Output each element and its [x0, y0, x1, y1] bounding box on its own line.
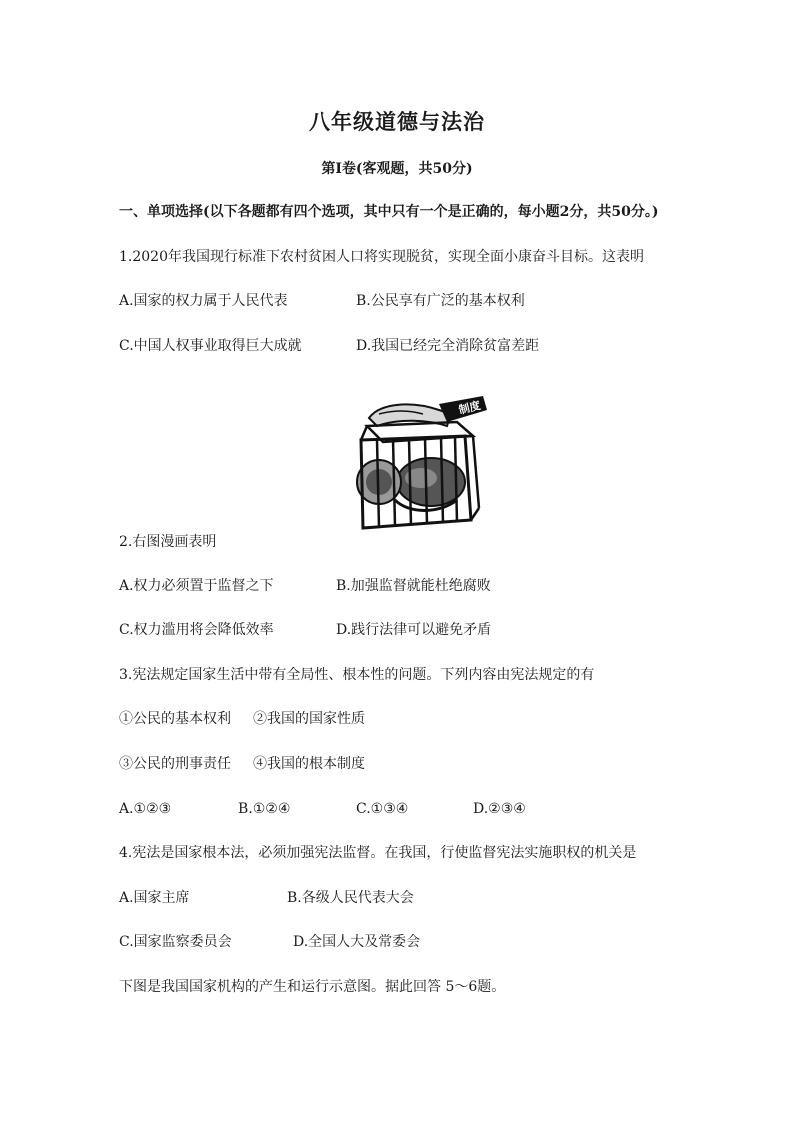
question-2-option-c: C.权力滥用将会降低效率: [119, 622, 274, 638]
section-heading: 一、单项选择(以下各题都有四个选项，其中只有一个是正确的，每小题2分，共50分。): [119, 204, 659, 220]
question-3-option-d: D.②③④: [473, 801, 526, 817]
question-3-option-a: A.①②③: [119, 801, 172, 817]
question-3-item-3: ③公民的刑事责任: [119, 756, 231, 772]
question-3-stem: 3.宪法规定国家生活中带有全局性、根本性的问题。下列内容由宪法规定的有: [119, 667, 595, 683]
cartoon-tag-label: 制度: [457, 398, 482, 417]
question-4-option-c: C.国家监察委员会: [119, 934, 232, 950]
question-1-option-b: B.公民享有广泛的基本权利: [356, 293, 525, 309]
question-3-item-4: ④我国的根本制度: [253, 756, 365, 772]
question-4-option-d: D.全国人大及常委会: [293, 934, 421, 950]
question-2-stem: 2.右图漫画表明: [119, 534, 217, 550]
question-2-option-d: D.践行法律可以避免矛盾: [336, 622, 492, 638]
page-subtitle: 第Ⅰ卷(客观题，共50分): [321, 161, 473, 177]
page-title: 八年级道德与法治: [309, 109, 485, 134]
question-3-item-1: ①公民的基本权利: [119, 711, 231, 727]
question-4-option-b: B.各级人民代表大会: [287, 890, 414, 906]
question-2-option-b: B.加强监督就能杜绝腐败: [336, 578, 491, 594]
caged-power-cartoon: [339, 396, 489, 530]
question-4-stem: 4.宪法是国家根本法，必须加强宪法监督。在我国，行使监督宪法实施职权的机关是: [119, 845, 637, 861]
question-1-option-c: C.中国人权事业取得巨大成就: [119, 338, 302, 354]
diagram-intro-note: 下图是我国国家机构的产生和运行示意图。据此回答 5～6题。: [119, 979, 506, 995]
question-4-option-a: A.国家主席: [119, 890, 190, 906]
question-2-option-a: A.权力必须置于监督之下: [119, 578, 274, 594]
question-3-option-b: B.①②④: [238, 801, 291, 817]
question-1-option-a: A.国家的权力属于人民代表: [119, 293, 288, 309]
question-1-option-d: D.我国已经完全消除贫富差距: [356, 338, 540, 354]
question-3-option-c: C.①③④: [356, 801, 409, 817]
question-3-item-2: ②我国的国家性质: [253, 711, 365, 727]
question-1-stem: 1.2020年我国现行标准下农村贫困人口将实现脱贫，实现全面小康奋斗目标。这表明: [119, 249, 644, 265]
